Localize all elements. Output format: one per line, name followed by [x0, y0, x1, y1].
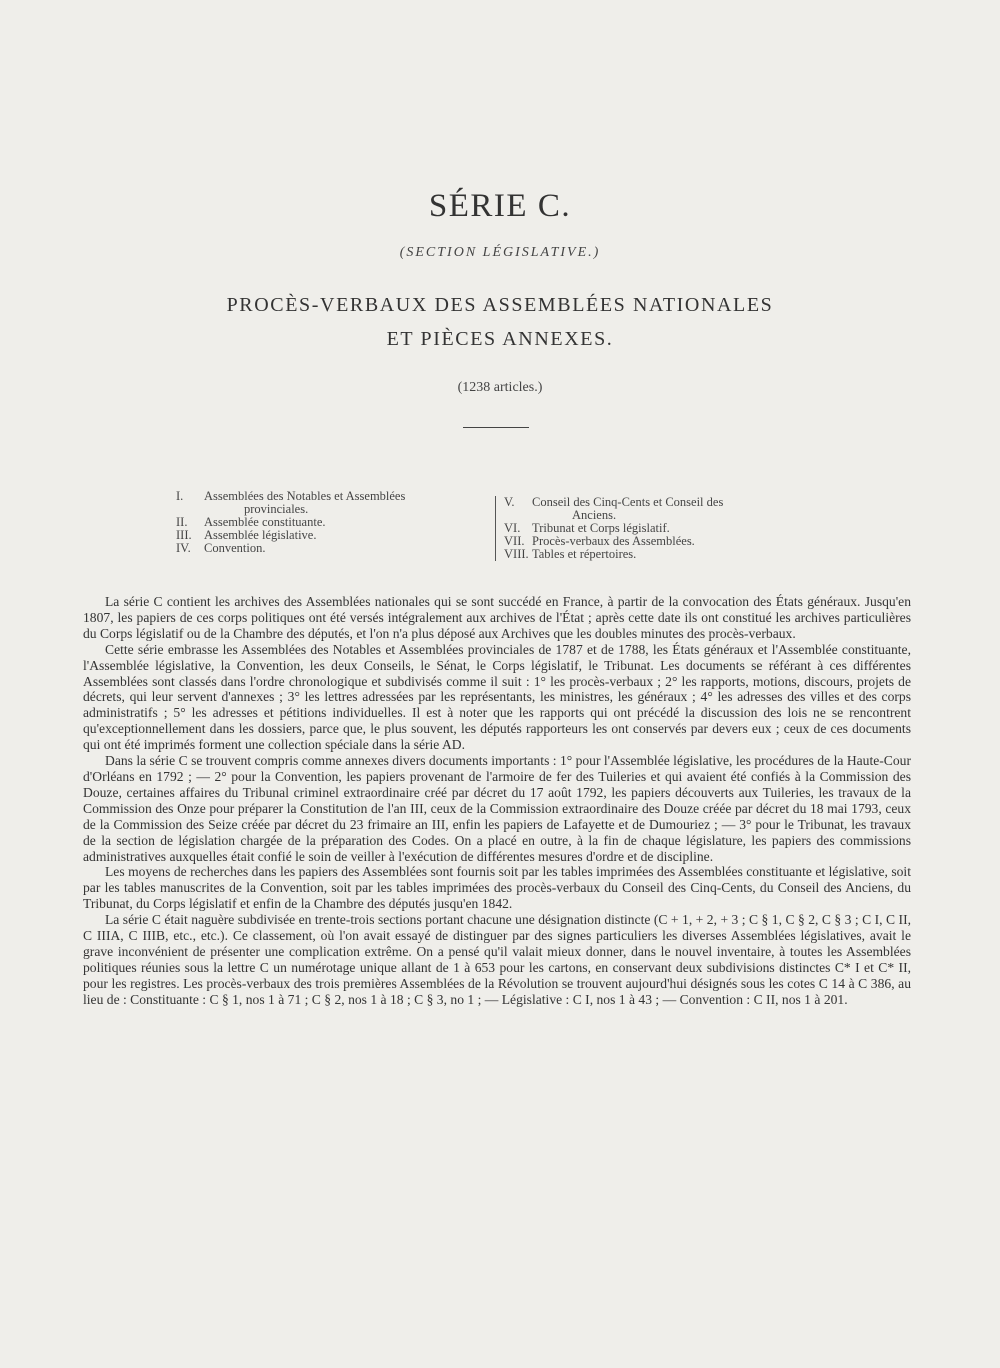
toc-item — [504, 548, 804, 561]
toc-label: Assemblées des Notables et Assemblées — [204, 489, 406, 503]
toc-number: II. — [176, 515, 188, 529]
toc-number: V. — [504, 495, 515, 509]
toc-label: Convention. — [204, 541, 266, 555]
toc-left-column — [176, 490, 476, 555]
divider-rule — [463, 427, 529, 428]
paragraph: Les moyens de recherches dans les papiers des Assemblées sont fournis soit par les tables imprimées des Assemblées constituante et législative, soit par les tables manuscrites de la Convention, soit par les tables imprimées des procès-verbaux du Conseil des Cinq-Cents, du Conseil des Anciens, du Tribunat, du Corps législatif et enfin de la Chambre des députés jusqu'en 1842. — [83, 864, 911, 912]
toc-label: Assemblée constituante. — [204, 515, 326, 529]
toc-item — [504, 496, 804, 522]
paragraph: La série C contient les archives des Assemblées nationales qui se sont succédé en France, à partir de la convocation des États généraux. Jusqu'en 1807, les papiers de ces corps politiques ont été versés intégralement aux archives de l'État ; après cette date ils ont constitué les archives particulières du Corps législatif ou de la Chambre des députés, et l'on n'a plus déposé aux Archives que les doubles minutes des procès-verbaux. — [83, 594, 911, 641]
section-heading — [0, 288, 1000, 356]
series-title: SÉRIE C. — [428, 188, 572, 224]
toc-item — [176, 490, 476, 516]
article-count: (1238 articles.) — [457, 380, 543, 395]
toc-label-cont: Anciens. — [572, 508, 617, 522]
paragraph: La série C était naguère subdivisée en trente-trois sections portant chacune une désignation distincte (C + 1, + 2, + 3 ; C § 1, C § 2, C § 3 ; C I, C II, C IIIA, C IIIB, etc., etc.). Ce classement, où l'on avait essayé de distinguer par des signes particuliers les diverses Assemblées législatives, avait le grave inconvénient de présenter une complication extrême. On a pensé qu'il valait mieux donner, dans le nouvel inventaire, à toutes les Assemblées politiques réunies sous la lettre C un numérotage unique allant de 1 à 653 pour les cartons, en conservant deux subdivisions distinctes C* I et C* II, pour les registres. Les procès-verbaux des trois premières Assemblées de la Révolution se trouvent aujourd'hui désignés sous les cotes C 14 à C 386, au lieu de : Constituante : C § 1, nos 1 à 71 ; C § 2, nos 1 à 18 ; C § 3, no 1 ; — Législative : C I, nos 1 à 43 ; — Convention : C II, nos 1 à 201. — [83, 912, 911, 1007]
toc-number: VI. — [504, 521, 521, 535]
toc-number: IV. — [176, 541, 191, 555]
toc-label: Conseil des Cinq-Cents et Conseil des — [532, 495, 724, 509]
toc-label: Assemblée législative. — [204, 528, 317, 542]
toc-label-cont: provinciales. — [244, 502, 309, 516]
toc-label: Tables et répertoires. — [532, 547, 637, 561]
paragraph: Dans la série C se trouvent compris comme annexes divers documents importants : 1° pour l'Assemblée législative, les procédures de la Haute-Cour d'Orléans en 1792 ; — 2° pour la Convention, les papiers provenant de l'armoire de fer des Tuileries et qui avaient été confiés à la Commission des Douze, certaines affaires du Tribunal criminel extraordinaire créé par décret du 17 août 1792, les papiers découverts aux Tuileries, les travaux de la Commission des Onze pour préparer la Constitution de l'an III, ceux de la Commission extraordinaire des Douze créée par décret du 18 mai 1793, ceux de la Commission des Seize créée par décret du 23 frimaire an III, enfin les papiers de Lafayette et de Dumouriez ; — 3° pour le Tribunat, les travaux de la section de législation chargée de la préparation des Codes. On a placé en outre, à la fin de chaque législature, les papiers des commissions administratives auxquelles était confié le soin de veiller à l'exécution de différentes mesures d'ordre et de discipline. — [83, 753, 911, 864]
toc-right-column — [495, 496, 804, 561]
toc-number: VII. — [504, 534, 525, 548]
heading-line-1: PROCÈS-VERBAUX DES ASSEMBLÉES NATIONALES — [226, 294, 774, 316]
toc-item — [176, 542, 476, 555]
toc-number: I. — [176, 489, 184, 503]
toc-number: III. — [176, 528, 192, 542]
heading-line-2: ET PIÈCES ANNEXES. — [386, 328, 614, 350]
toc-label: Tribunat et Corps législatif. — [532, 521, 670, 535]
section-subtitle: (SECTION LÉGISLATIVE.) — [399, 245, 601, 260]
body-text — [83, 594, 911, 1008]
toc-number: VIII. — [504, 547, 529, 561]
toc-label: Procès-verbaux des Assemblées. — [532, 534, 695, 548]
paragraph: Cette série embrasse les Assemblées des Notables et Assemblées provinciales de 1787 et de 1788, les États généraux et l'Assemblée constituante, l'Assemblée législative, la Convention, les deux Conseils, le Sénat, le Corps législatif, le Tribunat. Les documents se référant à ces différentes Assemblées sont classés dans l'ordre chronologique et subdivisés comme il suit : 1° les procès-verbaux ; 2° les rapports, motions, discours, projets de décrets, qui leur servent d'annexes ; 3° les lettres adressées par les représentants, les ministres, les généraux ; 4° les adresses des villes et des corps administratifs ; 5° les adresses et pétitions individuelles. Il est à noter que les rapports qui ont précédé la discussion des lois ne se rencontrent qu'exceptionnellement dans les dossiers, parce que, le plus souvent, les députés rapporteurs les ont conservés par devers eux ; ceux de ces documents qui ont été imprimés forment une collection spéciale dans la série AD. — [83, 641, 911, 753]
